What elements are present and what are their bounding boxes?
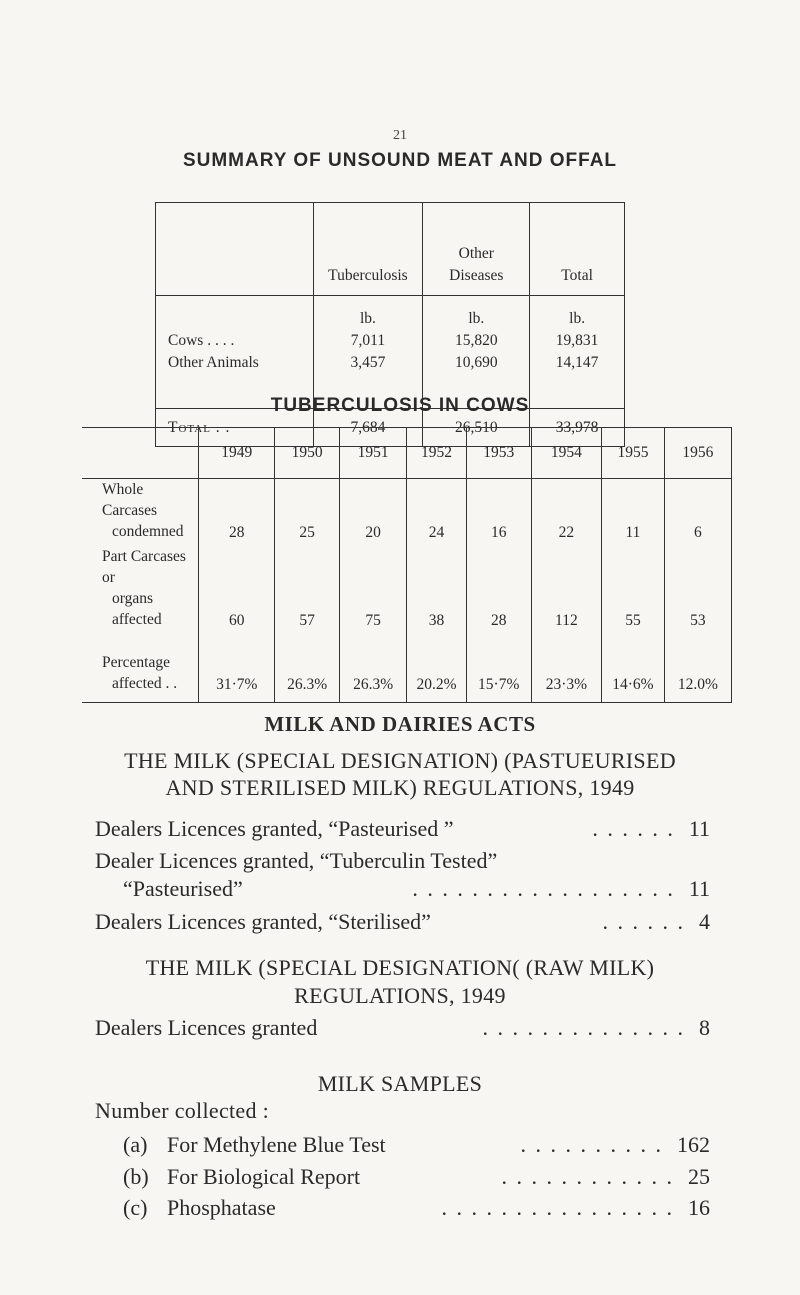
- year-1950: 1950: [275, 428, 340, 479]
- table-cell: 22: [531, 479, 601, 547]
- item-label: For Methylene Blue Test: [167, 1132, 386, 1157]
- leader-dots: . . . . . .: [602, 909, 685, 934]
- leader-dots: . . . . . . . . . . . . . . . .: [441, 1195, 674, 1220]
- leader-dots: . . . . . . . . . . . . . . . . . .: [412, 876, 675, 901]
- table-cell: 14·6%: [602, 634, 665, 703]
- year-1949: 1949: [199, 428, 275, 479]
- table-cell: 24: [407, 479, 467, 547]
- row-labels: [156, 296, 314, 409]
- row-label-line2: condemned: [112, 523, 184, 540]
- table-cell: 55: [602, 546, 665, 634]
- table-cell: 112: [531, 546, 601, 634]
- regulation-2-line2: REGULATIONS, 1949: [294, 983, 506, 1008]
- item-letter: (c): [123, 1195, 148, 1220]
- total-other: 26,510: [423, 409, 530, 447]
- row-label: [82, 634, 199, 703]
- item-value: 11: [688, 876, 710, 901]
- table-row: [82, 634, 732, 703]
- other-animals-other: 10,690: [454, 354, 498, 371]
- leader-dots: . . . . . . . . . .: [520, 1132, 663, 1157]
- year-1955: 1955: [602, 428, 665, 479]
- list-item: [123, 1164, 710, 1190]
- table-cell: 11: [602, 479, 665, 547]
- col-other-diseases: [423, 296, 530, 409]
- other-animals-tuberculosis: 3,457: [350, 354, 386, 371]
- item-label: “Pasteurised”: [123, 876, 243, 901]
- header-other-diseases: [423, 203, 530, 296]
- row-label-line1: Part Carcases or: [102, 548, 186, 586]
- row-label-line1: Whole Carcases: [102, 481, 158, 519]
- item-label: For Biological Report: [167, 1164, 361, 1189]
- year-1954: 1954: [531, 428, 601, 479]
- year-1951: 1951: [340, 428, 407, 479]
- table-cell: 26.3%: [275, 634, 340, 703]
- item-value: 11: [688, 816, 710, 841]
- item-label: Dealers Licences granted, “Pasteurised ”: [95, 816, 454, 841]
- unit-label: lb.: [569, 310, 586, 327]
- leader-dots: . . . . . . . . . . . .: [501, 1164, 674, 1189]
- table-cell: 38: [407, 546, 467, 634]
- row-label-line1: Percentage: [102, 654, 170, 671]
- col-total: [530, 296, 625, 409]
- item-label: Dealers Licences granted, “Sterilised”: [95, 909, 431, 934]
- table-cell: 60: [199, 546, 275, 634]
- regulation-1-line2: AND STERILISED MILK) REGULATIONS, 1949: [165, 775, 635, 800]
- page-number: 21: [393, 128, 407, 143]
- cows-total: 19,831: [555, 332, 599, 349]
- row-label-line2: affected . .: [112, 675, 178, 692]
- other-animals-total: 14,147: [555, 354, 599, 371]
- header-cell-empty: [82, 428, 199, 479]
- col-tuberculosis: [313, 296, 423, 409]
- table-body-row: [156, 296, 625, 409]
- table-header-row: [82, 428, 732, 479]
- year-1956: 1956: [664, 428, 731, 479]
- total-tuberculosis: 7,684: [313, 409, 423, 447]
- row-label: [82, 479, 199, 547]
- cows-tuberculosis: 7,011: [350, 332, 386, 349]
- header-cell-empty: [156, 203, 314, 296]
- table-cell: 28: [199, 479, 275, 547]
- row-label: [82, 546, 199, 634]
- list-item: [123, 1132, 710, 1158]
- list-item: [95, 1015, 710, 1041]
- row-label-cows: Cows . . . .: [168, 332, 235, 349]
- cows-other: 15,820: [454, 332, 498, 349]
- unit-label: lb.: [468, 310, 485, 327]
- list-item: [123, 876, 710, 902]
- list-item: [95, 848, 710, 874]
- milk-samples-title: MILK SAMPLES: [317, 1071, 483, 1096]
- item-value: 162: [677, 1132, 710, 1157]
- tb-cows-title: TUBERCULOSIS IN COWS: [270, 395, 530, 416]
- table-cell: 20: [340, 479, 407, 547]
- tb-cows-table: [82, 427, 732, 703]
- unsound-meat-title: SUMMARY OF UNSOUND MEAT AND OFFAL: [182, 150, 618, 171]
- total-label: Total . .: [156, 409, 314, 447]
- item-value: 4: [699, 909, 710, 934]
- item-label: Phosphatase: [167, 1195, 276, 1220]
- item-letter: (b): [123, 1164, 149, 1189]
- item-value: 16: [688, 1195, 710, 1220]
- table-cell: 23·3%: [531, 634, 601, 703]
- table-cell: 31·7%: [199, 634, 275, 703]
- table-cell: 57: [275, 546, 340, 634]
- list-item: [123, 1195, 710, 1221]
- item-label: Dealer Licences granted, “Tuberculin Tested”: [95, 848, 498, 873]
- year-1953: 1953: [466, 428, 531, 479]
- item-value: 8: [699, 1015, 710, 1040]
- row-label-line2: organs affected: [112, 590, 162, 628]
- year-1952: 1952: [407, 428, 467, 479]
- table-cell: 53: [664, 546, 731, 634]
- header-tuberculosis: Tuberculosis: [313, 203, 423, 296]
- total-total: 33,978: [530, 409, 625, 447]
- regulation-2-line1: THE MILK (SPECIAL DESIGNATION( (RAW MILK): [145, 955, 655, 980]
- item-label: Dealers Licences granted: [95, 1015, 318, 1040]
- table-cell: 26.3%: [340, 634, 407, 703]
- table-cell: 6: [664, 479, 731, 547]
- table-cell: 20.2%: [407, 634, 467, 703]
- table-cell: 16: [466, 479, 531, 547]
- list-item: [95, 816, 710, 842]
- row-label-other-animals: Other Animals: [168, 354, 259, 371]
- table-row: [82, 479, 732, 547]
- list-item: [95, 909, 710, 935]
- table-cell: 75: [340, 546, 407, 634]
- table-cell: 15·7%: [466, 634, 531, 703]
- regulation-1-line1: THE MILK (SPECIAL DESIGNATION) (PASTUEURISED: [124, 748, 676, 773]
- table-header-row: [156, 203, 625, 296]
- table-cell: 12.0%: [664, 634, 731, 703]
- table-cell: 28: [466, 546, 531, 634]
- unit-label: lb.: [359, 310, 376, 327]
- item-letter: (a): [123, 1132, 148, 1157]
- table-row: [82, 546, 732, 634]
- milk-acts-title: MILK AND DAIRIES ACTS: [264, 712, 536, 736]
- header-total: Total: [530, 203, 625, 296]
- table-cell: 25: [275, 479, 340, 547]
- header-other-diseases-text: Other Diseases: [449, 245, 504, 284]
- item-value: 25: [688, 1164, 710, 1189]
- leader-dots: . . . . . . . . . . . . . .: [482, 1015, 685, 1040]
- leader-dots: . . . . . .: [592, 816, 675, 841]
- samples-intro: Number collected :: [95, 1098, 269, 1123]
